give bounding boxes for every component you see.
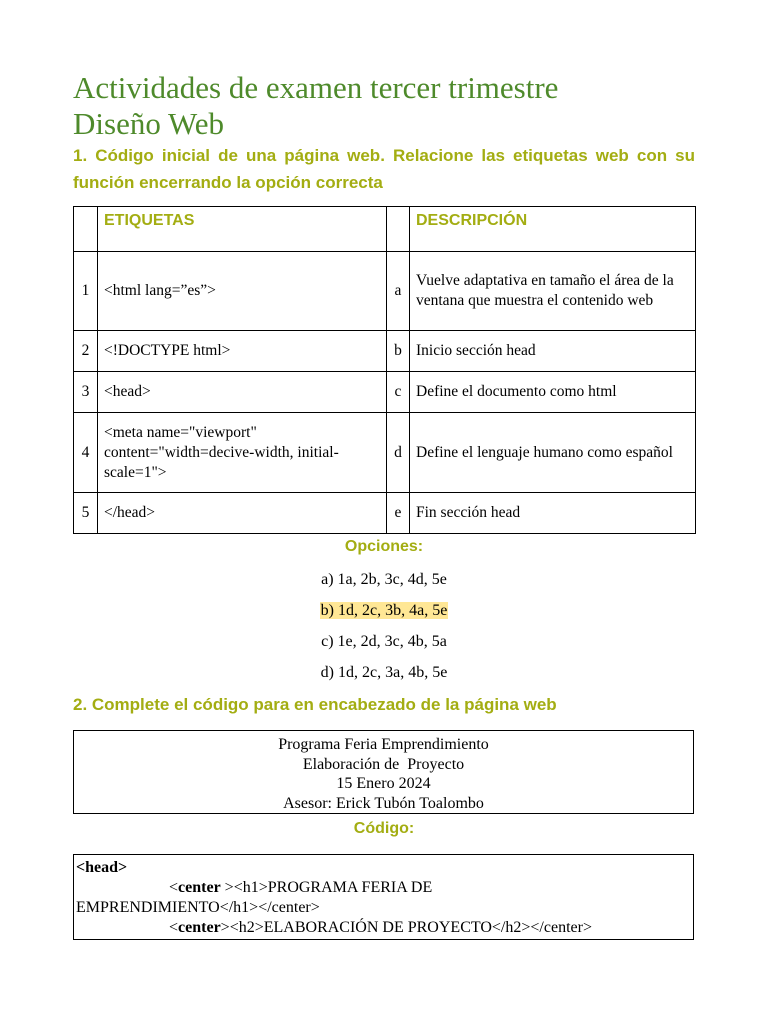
- row-tag: <!DOCTYPE html>: [98, 331, 387, 372]
- row-tag: <html lang=”es”>: [98, 252, 387, 331]
- option-a-text: a) 1a, 2b, 3c, 4d, 5e: [321, 571, 447, 588]
- table-row: [74, 331, 696, 372]
- row-tag: <head>: [98, 372, 387, 413]
- row-letter: a: [387, 252, 410, 331]
- options-list: [0, 568, 768, 692]
- row-description: Fin sección head: [410, 493, 696, 534]
- table-header-row: [74, 207, 696, 252]
- header-line-1: Programa Feria Emprendimiento: [278, 736, 489, 753]
- row-num: 3: [74, 372, 98, 413]
- code-line-2-rest: ><h1>PROGRAMA FERIA DE: [220, 879, 433, 896]
- code-head-tag: <head>: [76, 859, 128, 876]
- row-num: 5: [74, 493, 98, 534]
- code-box: [73, 854, 694, 940]
- row-num: 2: [74, 331, 98, 372]
- header-letter-cell: [387, 207, 410, 252]
- code-title: Código:: [353, 820, 415, 837]
- header-line-2: Elaboración de Proyecto: [302, 755, 465, 773]
- header-line-4: Asesor: Erick Tubón Toalombo: [283, 794, 484, 812]
- header-etiquetas: ETIQUETAS: [98, 207, 387, 252]
- option-d: [0, 661, 768, 692]
- header-example-box: [73, 730, 694, 814]
- row-description: Vuelve adaptativa en tamaño el área de la ventana que muestra el contenido web: [410, 252, 696, 331]
- header-line-3: 15 Enero 2024: [336, 775, 431, 792]
- code-line-2: [76, 878, 691, 898]
- code-lt: <: [169, 879, 179, 896]
- table-row: [74, 252, 696, 331]
- code-line-4: [76, 918, 691, 938]
- header-num-cell: [74, 207, 98, 252]
- option-c: [0, 630, 768, 661]
- row-letter: e: [387, 493, 410, 534]
- header-descripcion: DESCRIPCIÓN: [410, 207, 696, 252]
- code-line-1: [76, 858, 691, 878]
- row-num: 1: [74, 252, 98, 331]
- row-letter: d: [387, 413, 410, 493]
- question-1: 1. Código inicial de una página web. Relacione las etiquetas web con su función encerrando la opción correcta: [73, 146, 695, 192]
- question-2: 2. Complete el código para en encabezado de la página web: [73, 695, 557, 714]
- row-tag: </head>: [98, 493, 387, 534]
- title-line-2: Diseño Web: [73, 106, 225, 141]
- row-letter: b: [387, 331, 410, 372]
- row-description: Define el documento como html: [410, 372, 696, 413]
- options-title: Opciones:: [344, 538, 424, 555]
- row-letter: c: [387, 372, 410, 413]
- code-center-keyword: center: [178, 879, 221, 896]
- tags-table: [73, 206, 696, 534]
- option-b: [0, 599, 768, 630]
- code-lt: <: [169, 919, 179, 936]
- table-row: [74, 413, 696, 493]
- option-a: [0, 568, 768, 599]
- row-description: Inicio sección head: [410, 331, 696, 372]
- document-title: [73, 70, 713, 142]
- code-center-keyword: center: [178, 919, 221, 936]
- option-b-text-highlighted: b) 1d, 2c, 3b, 4a, 5e: [320, 602, 448, 619]
- code-line-3: EMPRENDIMIENTO</h1></center>: [76, 899, 320, 916]
- title-line-1: Actividades de examen tercer trimestre: [73, 70, 559, 105]
- row-num: 4: [74, 413, 98, 493]
- table-row: [74, 493, 696, 534]
- row-description: Define el lenguaje humano como español: [410, 413, 696, 493]
- option-d-text: d) 1d, 2c, 3a, 4b, 5e: [320, 664, 448, 681]
- code-line-4-rest: ><h2>ELABORACIÓN DE PROYECTO</h2></center>: [220, 919, 592, 936]
- row-tag: <meta name="viewport" content="width=decive-width, initial-scale=1">: [98, 413, 387, 493]
- option-c-text: c) 1e, 2d, 3c, 4b, 5a: [321, 633, 447, 650]
- table-row: [74, 372, 696, 413]
